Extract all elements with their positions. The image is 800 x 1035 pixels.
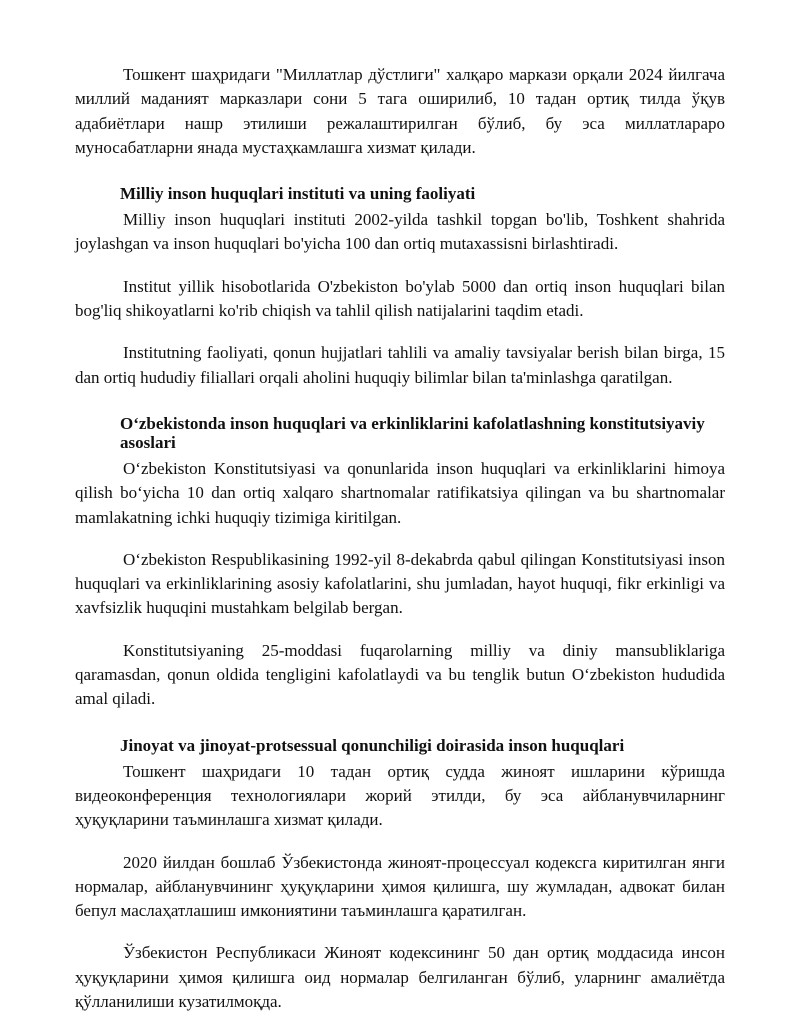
paragraph: Oʻzbekiston Konstitutsiyasi va qonunlarida inson huquqlari va erkinliklarini himoya qilish boʻyicha 10 dan ortiq xalqaro shartnomalar ratifikatsiya qilingan va bu shartnomalar mamlakatning ichki huquqiy tizimiga kiritilgan. <box>75 458 725 527</box>
paragraph: Milliy inson huquqlari instituti 2002-yilda tashkil topgan bo'lib, Toshkent shahrida joylashgan va inson huquqlari bo'yicha 100 dan ortiq mutaxassisni birlashtiradi. <box>75 210 725 254</box>
paragraph: Ўзбекистон Республикаси Жиноят кодексининг 50 дан ортиқ моддасида инсон ҳуқуқларини ҳимоя қилишга оид нормалар белгиланган бўлиб, уларнинг амалиётда қўлланилиши кузатилмоқда. <box>75 943 725 1012</box>
intro-paragraph: Тошкент шаҳридаги "Миллатлар дўстлиги" халқаро маркази орқали 2024 йилгача миллий маданият марказлари сони 5 тага оширилиб, 10 тадан ортиқ тилда ўқув адабиётлари нашр этилиши режалаштирилган бўлиб, бу эса миллатлараро муносабатларни янада мустаҳкамлашга хизмат қилади. <box>75 65 725 157</box>
paragraph: Institutning faoliyati, qonun hujjatlari tahlili va amaliy tavsiyalar berish bilan birga, 15 dan ortiq hududiy filiallari orqali aholini huquqiy bilimlar bilan ta'minlashga qaratilgan. <box>75 343 725 387</box>
paragraph: Oʻzbekiston Respublikasining 1992-yil 8-dekabrda qabul qilingan Konstitutsiyasi inson huquqlari va erkinliklarining asosiy kafolatlarini, shu jumladan, hayot huquqi, fikr erkinligi va xavfsizlik huquqini mustahkam belgilab bergan. <box>75 549 725 618</box>
paragraph: Institut yillik hisobotlarida O'zbekiston bo'ylab 5000 dan ortiq inson huquqlari bilan bog'liq shikoyatlarni ko'rib chiqish va tahlil qilish natijalarini taqdim etadi. <box>75 276 725 321</box>
section-heading-institute: Milliy inson huquqlari instituti va uning faoliyati <box>120 184 476 204</box>
section-heading-criminal-law: Jinoyat va jinoyat-protsessual qonunchiligi doirasida inson huquqlari <box>120 735 625 755</box>
paragraph: Тошкент шаҳридаги 10 тадан ортиқ судда жиноят ишларини кўришда видеоконференция технологиялари жорий этилди, бу эса айбланувчиларнинг ҳуқуқларини таъминлашга хизмат қилади. <box>75 761 725 830</box>
paragraph: 2020 йилдан бошлаб Ўзбекистонда жиноят-процессуал кодексга киритилган янги нормалар, айбланувчининг ҳуқуқларини ҳимоя қилишга, шу жумладан, адвокат билан бепул маслаҳатлашиш имкониятини таъминлашга қаратилган. <box>75 852 725 921</box>
paragraph: Konstitutsiyaning 25-moddasi fuqarolarning milliy va diniy mansubliklariga qaramasdan, qonun oldida tengligini kafolatlaydi va bu tenglik butun Oʻzbekiston hududida amal qiladi. <box>75 640 725 709</box>
section-heading-constitution: Oʻzbekistonda inson huquqlari va erkinliklarini kafolatlashning konstitutsiyaviy asoslari <box>120 413 705 452</box>
document-page <box>75 63 725 1014</box>
